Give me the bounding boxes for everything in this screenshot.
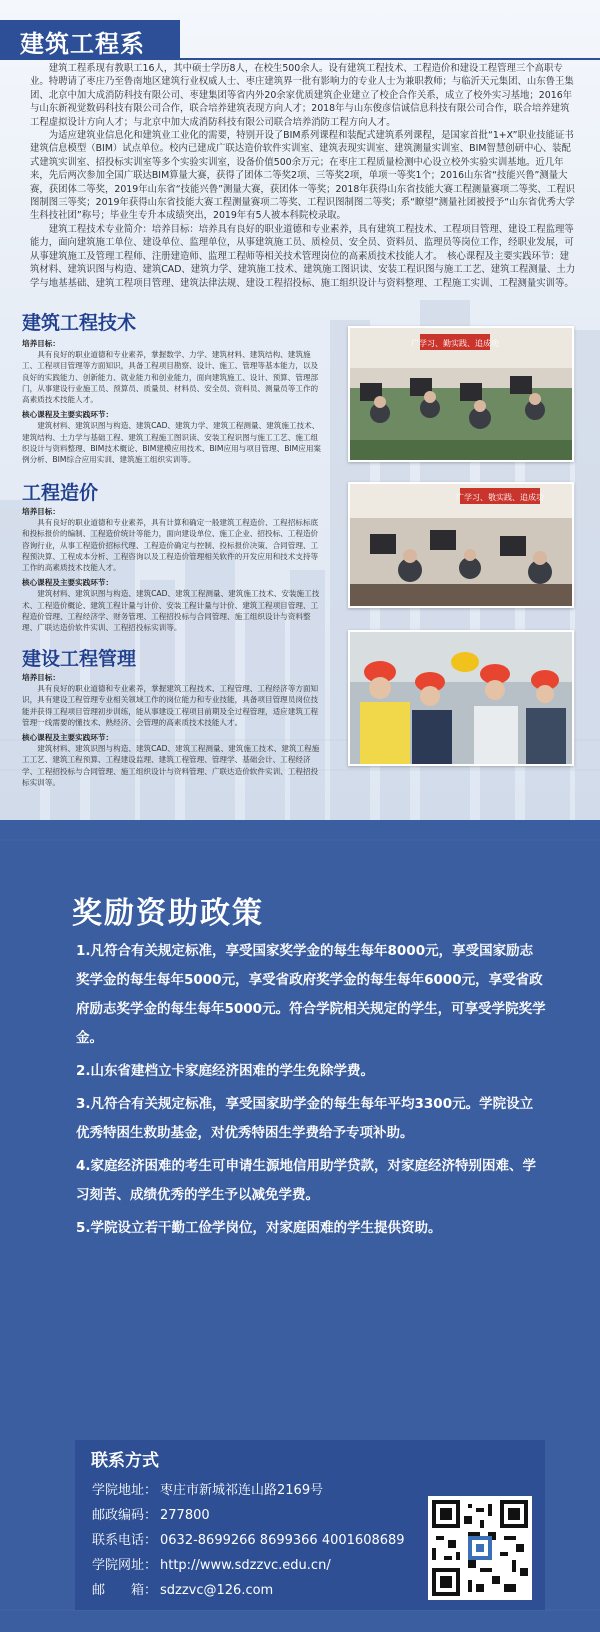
photo-computer-lab-1: [348, 326, 574, 462]
policy-title: 奖励资助政策: [72, 896, 264, 931]
section-title-construction-mgmt: 建设工程管理: [22, 648, 137, 670]
goal-label: 培养目标：: [22, 507, 60, 516]
section-title-construction-tech: 建筑工程技术: [22, 312, 137, 334]
course-label: 核心课程及主要实践环节：: [22, 578, 114, 588]
goal-text: 具有良好的职业道德和专业素养，掌握数学、力学、建筑材料、建筑结构、建筑施工、工程项目管理等方面知识，具备工程项目勘察、设计、施工、管理等基本能力，以及良好的实践能力、创新能力、就业能力和创业能力，面向建筑施工、设计、预算、管理部门，从事建设行业施工员、预算员、质量员、材料员、安全员、资料员、测量员等工作的高素质技术技能人才。: [22, 350, 319, 405]
contact-row-website[interactable]: [92, 1553, 405, 1578]
photo-construction-site: [348, 630, 574, 766]
section-body-cost: [22, 506, 322, 633]
contact-label: 学院地址：: [92, 1483, 158, 1498]
qr-code-icon: [428, 1496, 532, 1600]
website-link[interactable]: http://www.sdzzvc.edu.cn/: [160, 1558, 331, 1573]
section-body-construction-mgmt: [22, 672, 322, 788]
goal-label: 培养目标：: [22, 339, 60, 348]
contact-label: 邮 箱：: [92, 1583, 158, 1598]
course-text: 建筑材料、建筑识图与构造、建筑CAD、建筑力学、建筑工程测量、建筑施工技术、建筑结构、土力学与基础工程、建筑工程施工图识读、安装工程识图与施工工艺、施工组织设计与资料整理、BIM技术概论、BIM建模应用技术、BIM应用与项目管理、BIM应用案例分析、BIM综合应用实训、建筑施工组织实训等。: [22, 421, 321, 465]
policy-item: 3.凡符合有关规定标准，享受国家助学金的每生每年平均3300元。学院设立优秀特困生救助基金，对优秀特困生学费给予专项补助。: [76, 1096, 534, 1141]
email-link[interactable]: sdzzvc@126.com: [160, 1583, 274, 1598]
contact-value: 0632-8699266 8699366 4001608689: [160, 1533, 405, 1548]
goal-text: 具有良好的职业道德和专业素养，掌握建筑工程技术、工程管理、工程经济等方面知识，具有建设工程管理专业相关领域工作的岗位能力和专业技能，具备项目管理员岗位技能并获得工程项目管理初步训练，能从事建设工程项目前期及全过程管理，适应建筑工程管理一线需要的懂技术、熟经济、会管理的高素质技术技能人才。: [22, 684, 319, 727]
page-title: 建筑工程系: [20, 30, 145, 58]
contact-label: 学院网址：: [92, 1558, 158, 1573]
intro-paragraph: 为适应建筑业信息化和建筑业工业化的需要，特别开设了BIM系列课程和装配式建筑系列课程，是国家首批“1+X”职业技能证书建筑信息模型（BIM）试点单位。校内已建成广联达造价软件实训室、建筑表现实训室、建筑测量实训室、BIM智慧创研中心、装配式建筑实训室、招投标实训室等多个实验实训室，设备价值500余万元；在枣庄工程质量检测中心设立校外实验实训基地。近几年来，先后两次参加全国广联达BIM算量大赛，获得了团体二等奖2项、三等奖2项，单项一等奖1个；2016山东省“技能兴鲁”测量大赛，获团体二等奖，2019年山东省“技能兴鲁”测量大赛，获团体一等奖；2018年获得山东省技能大赛工程测量赛项二等奖、工程识图制图三等奖；2019年获得山东省技能大赛工程测量赛项二等奖、工程识图制图二等奖；系“瞭望”测量社团被授予“山东省优秀大学生科技社团”称号；毕业生专升本成绩突出，2019年有5人被本科院校录取。: [30, 130, 575, 222]
goal-label: 培养目标：: [22, 673, 60, 682]
section-title-cost: 工程造价: [22, 482, 99, 504]
contact-label: 邮政编码：: [92, 1508, 158, 1523]
contact-row-email[interactable]: [92, 1578, 405, 1603]
section-body-construction-tech: [22, 338, 322, 465]
contact-row-address: [92, 1478, 405, 1503]
photo-banner-text: 广学习、敬实践、追成功: [456, 493, 544, 502]
department-intro: [30, 62, 576, 290]
intro-paragraph: 建筑工程技术专业简介：培养目标：培养具有良好的职业道德和专业素养，具有建筑工程技术、工程项目管理、建设工程监理等能力，面向建筑施工单位、建设单位、监理单位，从事建筑施工员、质检员、安全员、资料员、监理员等岗位工作，经职业发展，可从事建筑施工及管理工程师、注册建造师、监理工程师等相关技术管理岗位的高素质技术技能人才。 核心课程及主要实践环节：建筑材料、建筑识图与构造、建筑CAD、建筑力学、建筑施工技术、建筑施工图识读、安装工程识图与施工工艺、建筑工程测量、土力学与地基基础、建筑工程项目管理、建筑法律法规、建设工程招投标、施工组织设计与资料整理、工程施工实训、工程测量实训等。: [30, 223, 576, 289]
contact-row-postcode: [92, 1503, 405, 1528]
contact-value: 枣庄市新城祁连山路2169号: [160, 1483, 324, 1498]
contact-title: 联系方式: [91, 1451, 159, 1471]
course-label: 核心课程及主要实践环节：: [22, 410, 114, 420]
photo-banner-text: 广学习、勤实践、追成功: [411, 339, 499, 348]
contact-value: 277800: [160, 1508, 210, 1523]
header-divider: [180, 58, 600, 60]
course-label: 核心课程及主要实践环节：: [22, 733, 114, 743]
policy-item: 2.山东省建档立卡家庭经济困难的学生免除学费。: [76, 1063, 375, 1079]
policy-item: 1.凡符合有关规定标准，享受国家奖学金的每生每年8000元，享受国家励志奖学金的每生每年5000元，享受省政府奖学金的每生每年6000元，享受省政府励志奖学金的每生每年5000元。符合学院相关规定的学生，可享受学院奖学金。: [76, 943, 546, 1046]
course-text: 建筑材料、建筑识图与构造、建筑CAD、建筑工程测量、建筑施工技术、建筑工程施工工艺、建筑工程预算、工程建设监理、建筑工程管理、管理学、基础会计、工程经济学、工程招投标与合同管理、施工组织设计与资料管理、广联达造价软件实训、工程招投标实训等。: [22, 744, 320, 787]
policy-list: [76, 937, 546, 1247]
goal-text: 具有良好的职业道德和专业素养，具有计算和确定一般建筑工程造价、工程招标标底和投标报价的编制、工程造价统计等能力，面向建设单位、施工企业、招投标、工程造价咨询行业，从事工程造价招标代理、工程造价确定与控制、投标报价决策、合同管理、工程预决算、工程成本分析、工程咨询以及工程造价管理相关软件的开发应用和技术支持等工作的高素质技术技能人才。: [22, 518, 319, 573]
contact-row-phone: [92, 1528, 405, 1553]
policy-item: 4.家庭经济困难的考生可申请生源地信用助学贷款，对家庭经济特别困难、学习刻苦、成绩优秀的学生予以减免学费。: [76, 1158, 537, 1203]
course-text: 建筑材料、建筑识图与构造、建筑CAD、建筑工程测量、建筑施工技术、安装施工技术、工程造价概论、建筑工程计量与计价、安装工程计量与计价、建筑工程项目管理、工程造价管理、工程经济学、财务管理、工程招投标与合同管理、施工组织设计与资料整理、广联达造价软件实训、工程招投标实训等。: [22, 589, 320, 633]
intro-paragraph: 建筑工程系现有教职工16人，其中硕士学历8人，在校生500余人。设有建筑工程技术、工程造价和建设工程管理三个高职专业。特聘请了枣庄乃至鲁南地区建筑行业权威人士、枣庄建筑界一批有影响力的专业人士为兼职教师；与临沂天元集团、山东鲁王集团、北京中加大成消防科技有限公司、枣建集团等省内外20余家优质建筑企业建立了校企合作关系，成立了校外实习基地；2016年与山东新视觉数码科技有限公司合作，联合培养建筑表现方向人才；2018年与山东俊彦信诚信息科技有限公司合作，联合培养建筑工程虚拟设计方向人才；与北京中加大成消防科技有限公司联合培养消防工程方向人才。: [30, 63, 574, 128]
contact-info: [92, 1478, 405, 1603]
policy-item: 5.学院设立若干勤工俭学岗位，对家庭困难的学生提供资助。: [76, 1220, 442, 1236]
photo-computer-lab-2: [348, 482, 574, 608]
contact-label: 联系电话：: [92, 1533, 158, 1548]
